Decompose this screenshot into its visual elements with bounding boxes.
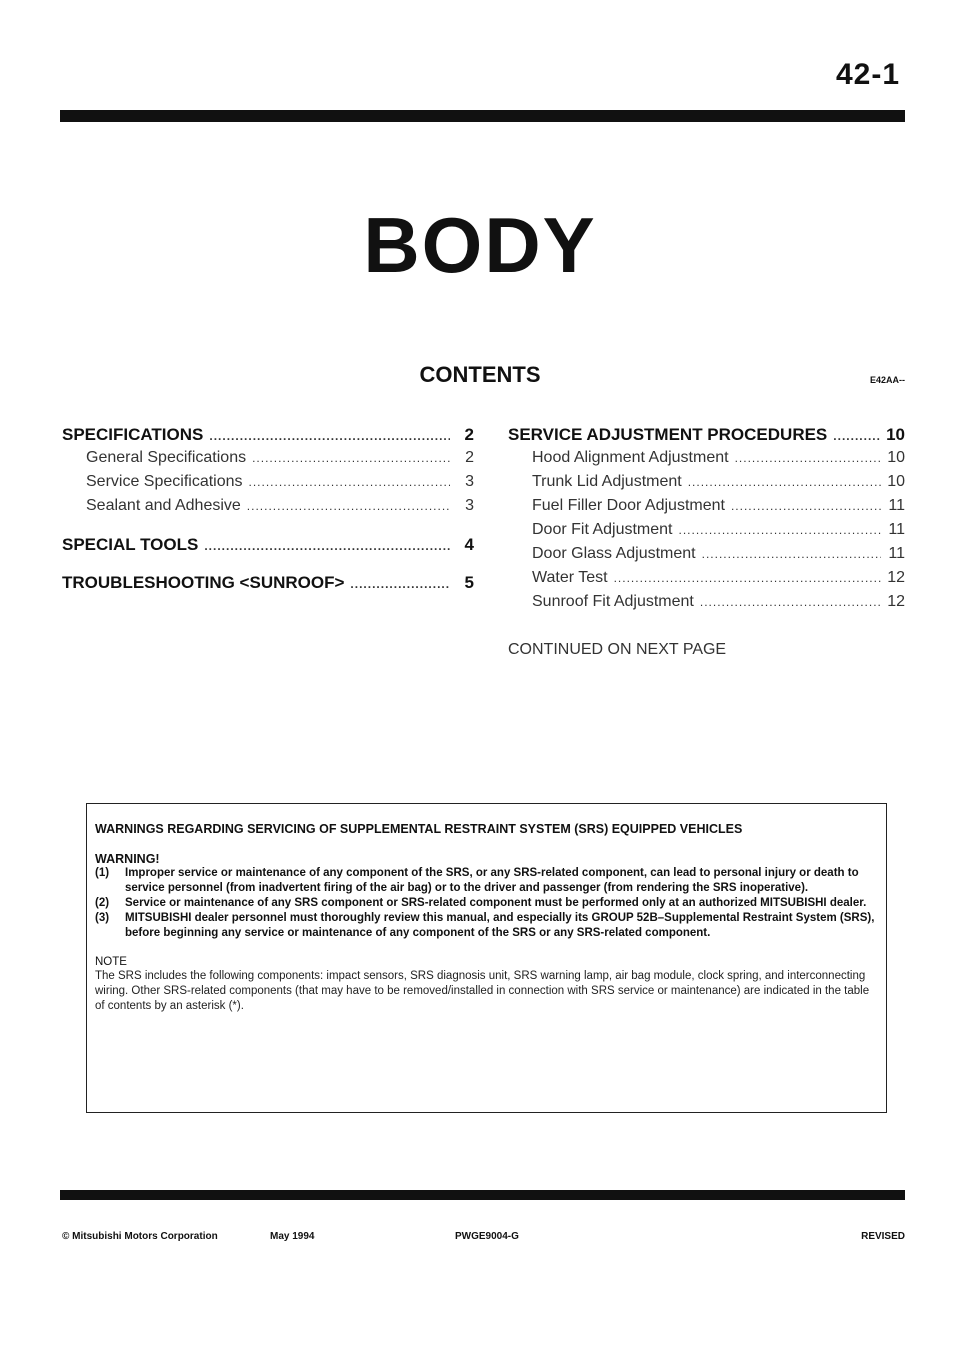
bottom-rule: [60, 1190, 905, 1200]
toc-entry-water-test[interactable]: [508, 569, 905, 593]
toc-entry-special-tools[interactable]: [62, 535, 474, 559]
dot-leader: [209, 425, 450, 445]
dot-leader: [688, 473, 881, 491]
warning-item-number: (2): [95, 897, 110, 909]
warning-label: WARNING!: [95, 852, 160, 866]
footer-copyright: © Mitsubishi Motors Corporation: [62, 1231, 218, 1242]
toc-entry-label: Service Specifications: [86, 473, 243, 490]
toc-entry-sunroof-fit-adjustment[interactable]: [508, 593, 905, 617]
footer-date: May 1994: [270, 1231, 315, 1242]
toc-entry-door-fit-adjustment[interactable]: [508, 521, 905, 545]
dot-leader: [614, 569, 881, 587]
dot-leader: [679, 521, 882, 539]
footer-publication-code: PWGE9004-G: [455, 1231, 519, 1242]
toc-left-column: [62, 425, 474, 597]
toc-entry-label: Door Glass Adjustment: [532, 545, 696, 562]
dot-leader: [702, 545, 881, 563]
toc-entry-troubleshooting-sunroof[interactable]: [62, 573, 474, 597]
toc-entry-label: SPECIAL TOOLS: [62, 535, 199, 554]
dot-leader: [735, 449, 881, 467]
toc-entry-page: 4: [464, 535, 474, 554]
toc-entry-service-specifications[interactable]: [62, 473, 474, 497]
toc-entry-fuel-filler-door-adjustment[interactable]: [508, 497, 905, 521]
toc-entry-label: Trunk Lid Adjustment: [532, 473, 682, 490]
warning-item-number: (3): [95, 912, 110, 924]
toc-entry-general-specifications[interactable]: [62, 449, 474, 473]
toc-entry-sealant-and-adhesive[interactable]: [62, 497, 474, 521]
dot-leader: [833, 425, 880, 445]
warning-item-text: Service or maintenance of any SRS component or SRS-related component must be performed only at an authorized MITSUBISHI dealer.: [125, 897, 867, 909]
dot-leader: [700, 593, 881, 611]
dot-leader: [247, 497, 450, 515]
toc-entry-service-adjustment-procedures[interactable]: [508, 425, 905, 449]
toc-entry-page: 12: [887, 569, 905, 586]
toc-entry-label: SERVICE ADJUSTMENT PROCEDURES: [508, 425, 828, 444]
toc-entry-hood-alignment-adjustment[interactable]: [508, 449, 905, 473]
top-rule: [60, 110, 905, 122]
dot-leader: [350, 573, 450, 593]
toc-entry-label: Hood Alignment Adjustment: [532, 449, 729, 466]
toc-entry-page: 10: [887, 473, 905, 490]
warning-item-text: Improper service or maintenance of any component of the SRS, or any SRS-related component, can lead to personal injury or death to service personnel (from inadvertent firing of the air bag) or to the driver and passenger (from rendering the SRS inoperative).: [125, 867, 859, 894]
toc-right-column: [508, 425, 905, 617]
toc-entry-page: 5: [464, 573, 474, 592]
warning-item-number: (1): [95, 867, 110, 879]
dot-leader: [252, 449, 450, 467]
toc-entry-page: 2: [464, 425, 474, 444]
toc-entry-label: Sunroof Fit Adjustment: [532, 593, 694, 610]
warning-item: [95, 911, 878, 941]
warning-item: [95, 866, 878, 896]
toc-entry-page: 11: [888, 545, 905, 562]
toc-entry-trunk-lid-adjustment[interactable]: [508, 473, 905, 497]
toc-entry-label: Water Test: [532, 569, 608, 586]
toc-entry-label: Door Fit Adjustment: [532, 521, 673, 538]
toc-entry-label: General Specifications: [86, 449, 247, 466]
note-text: The SRS includes the following components: impact sensors, SRS diagnosis unit, SRS warning lamp, air bag module, clock spring, and interconnecting wiring. Other SRS-related components (that may have to be removed/installed in connection with SRS service or maintenance) are indicated in the table of contents by an asterisk (*).: [95, 970, 870, 1012]
page-title: BODY: [363, 201, 597, 289]
toc-entry-page: 11: [888, 497, 905, 514]
toc-entry-page: 3: [465, 497, 474, 514]
toc-entry-page: 10: [887, 449, 905, 466]
continued-note: CONTINUED ON NEXT PAGE: [508, 641, 727, 658]
toc-entry-specifications[interactable]: [62, 425, 474, 449]
toc-entry-page: 12: [887, 593, 905, 610]
toc-entry-label: Sealant and Adhesive: [86, 497, 241, 514]
footer-status: REVISED: [861, 1231, 905, 1242]
warning-item-text: MITSUBISHI dealer personnel must thoroughly review this manual, and especially its GROUP 52B–Supplemental Restraint System (SRS), before beginning any service or maintenance of any component of the SRS or any SRS-related component.: [125, 912, 875, 939]
toc-entry-page: 3: [465, 473, 474, 490]
note-label: NOTE: [95, 956, 127, 968]
toc-entry-page: 2: [465, 449, 474, 466]
toc-entry-label: Fuel Filler Door Adjustment: [532, 497, 725, 514]
toc-entry-page: 11: [888, 521, 905, 538]
warning-heading: WARNINGS REGARDING SERVICING OF SUPPLEMENTAL RESTRAINT SYSTEM (SRS) EQUIPPED VEHICLES: [95, 822, 743, 836]
dot-leader: [731, 497, 881, 515]
toc-entry-label: TROUBLESHOOTING <SUNROOF>: [62, 573, 345, 592]
dot-leader: [249, 473, 450, 491]
toc-entry-page: 10: [886, 425, 905, 444]
page-number: 42-1: [835, 58, 900, 91]
srs-warning-box: [86, 803, 887, 1113]
toc-entry-label: SPECIFICATIONS: [62, 425, 204, 444]
dot-leader: [204, 535, 450, 555]
doc-code: E42AA--: [869, 375, 905, 385]
toc-entry-door-glass-adjustment[interactable]: [508, 545, 905, 569]
warning-item: [95, 896, 878, 911]
contents-heading: CONTENTS: [419, 362, 541, 387]
